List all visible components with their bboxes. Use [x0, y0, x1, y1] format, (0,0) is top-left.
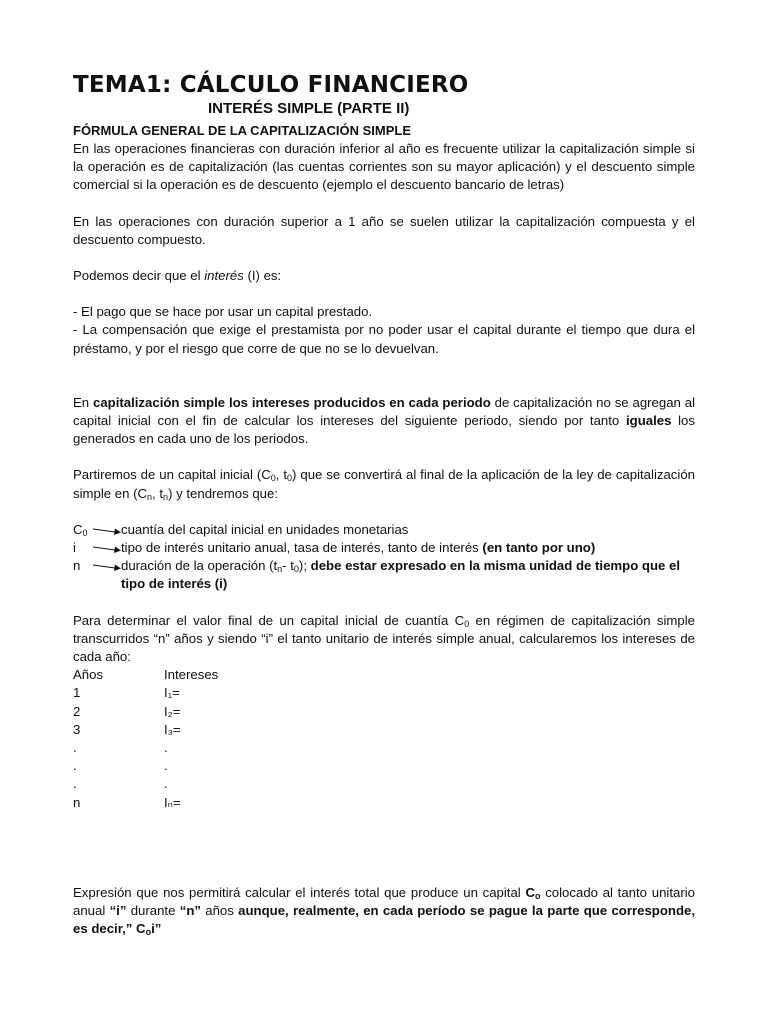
section-heading: FÓRMULA GENERAL DE LA CAPITALIZACIÓN SIMPLE: [73, 123, 411, 138]
table-row: . .: [73, 758, 168, 774]
paragraph-final-value: Para determinar el valor final de un capital inicial de cuantía $C_0$ en régimen de capitalización simple transcurridos “n” años y siendo “i” el tanto unitario de interés simple anual, calcularemos los intereses de cada año:: [73, 612, 696, 665]
paragraph-simple-cap: En capitalización simple los intereses producidos en cada periodo de capitalización no se agregan al capital inicial con el fin de calcular los intereses del siguiente periodo, siendo por tanto iguales los generados en cada uno de los periodos.: [73, 394, 695, 447]
paragraph-total-interest: Expresión que nos permitirá calcular el interés total que produce un capital $C_o$ colocado al tanto unitario anual “i” durante “n” años aunque, realmente, en cada período se pague la parte que corresponde, es decir,” $C_oi$”: [73, 884, 696, 938]
document-page: [73, 72, 695, 939]
definition-i: i tipo de interés unitario anual, tasa de interés, tanto de interés (en tanto por uno): [73, 540, 596, 556]
interest-table: [73, 666, 695, 812]
paragraph-compound: En las operaciones con duración superior a 1 año se suelen utilizar la capitalización compuesta y el descuento compuesto.: [73, 213, 695, 247]
table-row: 2 I₂=: [73, 703, 181, 719]
table-row: . .: [73, 740, 168, 756]
subtitle: INTERÉS SIMPLE (PARTE II): [208, 100, 410, 117]
arrow-right-icon: [93, 558, 121, 570]
paragraph-interest-def: Podemos decir que el interés (I) es:: [73, 268, 282, 284]
table-row: 1 I₁=: [73, 685, 180, 701]
definition-c0: $C_0$ cuantía del capital inicial en unidades monetarias: [73, 521, 409, 538]
table-header: Años Intereses: [73, 667, 219, 683]
paragraph-intro: En las operaciones financieras con duración inferior al año es frecuente utilizar la capitalización simple si la operación es de capitalización (las cuentas corrientes son su mayor aplicación) y el descuento simple comercial si la operación es de descuento (ejemplo el descuento bancario de letras): [73, 141, 695, 193]
table-row: . .: [73, 776, 168, 792]
bullet-item: - La compensación que exige el prestamista por no poder usar el capital durante el tiempo que dura el préstamo, y por el riesgo que corre de que no se lo devuelvan.: [73, 322, 695, 356]
table-row: 3 I₃=: [73, 721, 181, 737]
arrow-right-icon: [93, 540, 121, 552]
bullet-item: - El pago que se hace por usar un capital prestado.: [73, 304, 373, 320]
page-title: TEMA1: CÁLCULO FINANCIERO: [73, 72, 469, 98]
arrow-right-icon: [93, 522, 121, 534]
paragraph-capital: Partiremos de un capital inicial ($C_0$, $t_0$) que se convertirá al final de la aplicación de la ley de capitalización simple en ($C_n$, $t_n$) y tendremos que:: [73, 467, 695, 502]
table-row: n Iₙ=: [73, 794, 181, 810]
definitions-list: [73, 521, 695, 594]
definition-n: n duración de la operación ($t_n-$ $t_0$); debe estar expresado en la misma unidad de tiempo que el tipo de interés (i): [73, 558, 681, 592]
